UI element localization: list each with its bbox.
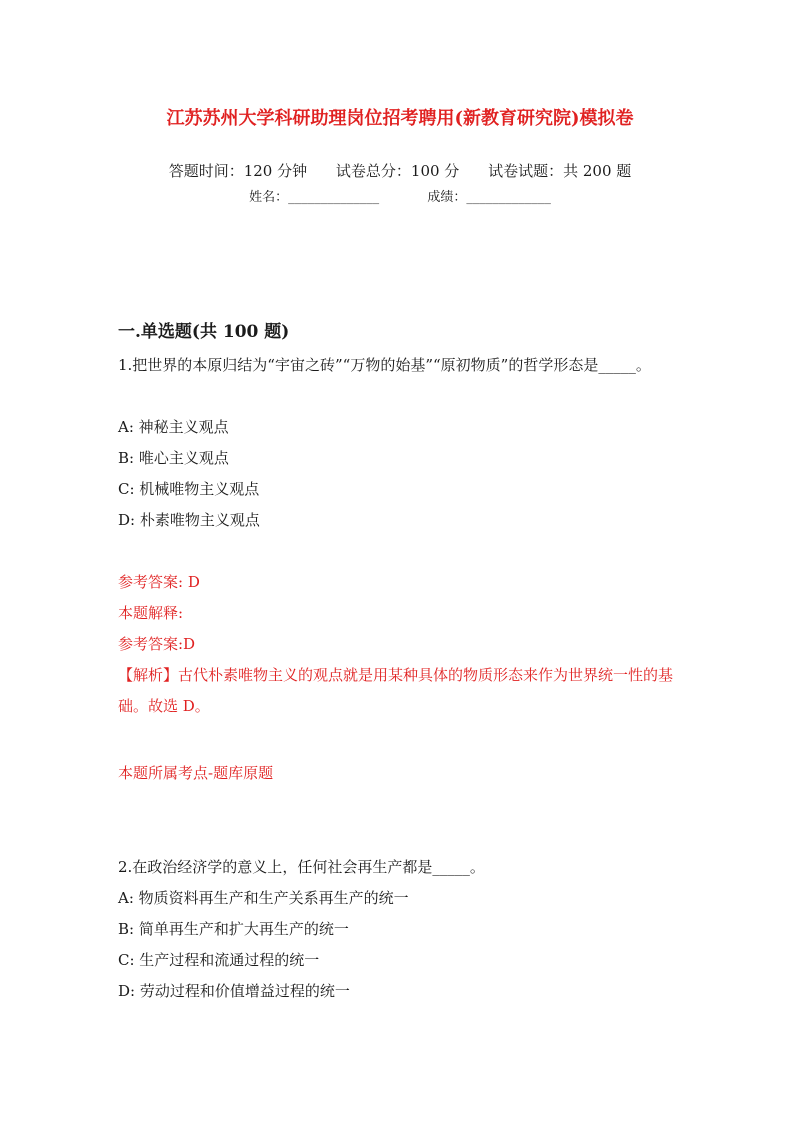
option-a: A: 物质资料再生产和生产关系再生产的统一 (118, 889, 409, 907)
option-c: C: 机械唯物主义观点 (118, 480, 260, 498)
exam-info (0, 160, 800, 181)
exam-question-count: 试卷试题：共 200 题 (488, 162, 632, 180)
reference-answer-2: 参考答案:D (118, 635, 196, 653)
question-stem: 1.把世界的本原归结为“宇宙之砖”“万物的始基”“原初物质”的哲学形态是_____。 (118, 356, 651, 374)
option-c: C: 生产过程和流通过程的统一 (118, 951, 320, 969)
option-d: D: 朴素唯物主义观点 (118, 511, 260, 529)
question-2 (118, 852, 678, 1007)
question-1-options (118, 412, 678, 536)
score-field: 成绩：_____________ (427, 190, 551, 205)
question-1 (118, 350, 678, 381)
explanation-label: 本题解释: (118, 604, 184, 622)
question-stem: 2.在政治经济学的意义上，任何社会再生产都是_____。 (118, 858, 485, 876)
option-b: B: 唯心主义观点 (118, 449, 229, 467)
analysis-text: 【解析】古代朴素唯物主义的观点就是用某种具体的物质形态来作为世界统一性的基础。故选 D。 (118, 666, 674, 715)
option-b: B: 简单再生产和扩大再生产的统一 (118, 920, 349, 938)
candidate-fields (0, 186, 800, 205)
section-title: 一.单选题(共 100 题) (118, 322, 290, 342)
option-a: A: 神秘主义观点 (118, 418, 229, 436)
question-1-source (118, 758, 678, 789)
reference-answer: 参考答案: D (118, 573, 200, 591)
source-note: 本题所属考点-题库原题 (118, 764, 274, 782)
option-d: D: 劳动过程和价值增益过程的统一 (118, 982, 350, 1000)
exam-time: 答题时间：120 分钟 (168, 162, 308, 180)
exam-total-score: 试卷总分：100 分 (335, 162, 460, 180)
name-field: 姓名：______________ (249, 190, 380, 205)
exam-title: 江苏苏州大学科研助理岗位招考聘用(新教育研究院)模拟卷 (166, 108, 634, 129)
question-1-answer (118, 567, 678, 722)
